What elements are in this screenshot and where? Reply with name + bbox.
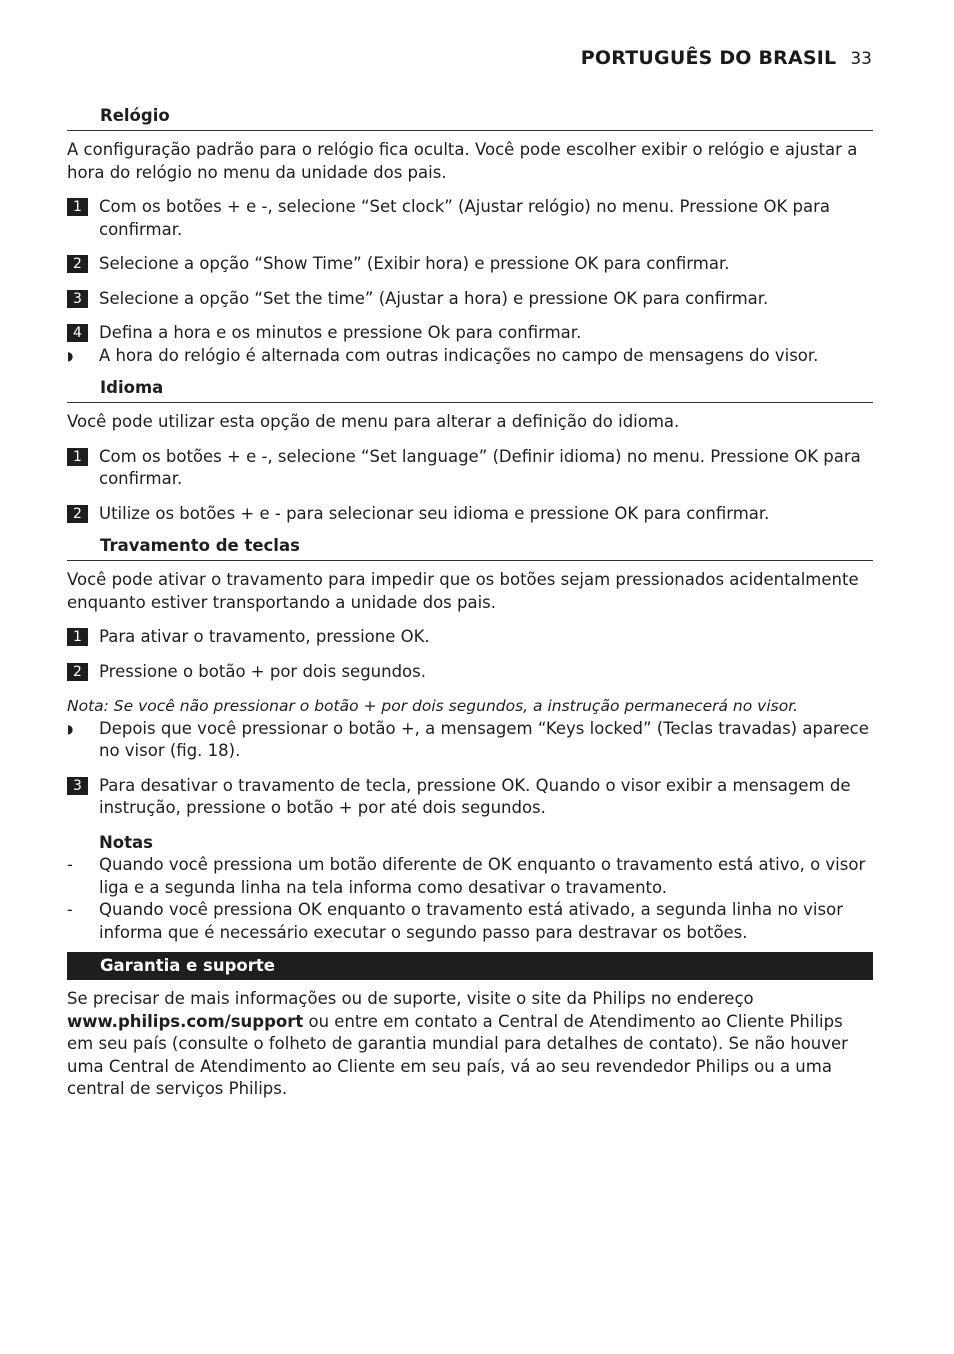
travamento-intro: Você pode ativar o travamento para impedir que os botões sejam pressionados acidentalmente enquanto estiver transportando a unidade dos pais. <box>67 570 859 612</box>
notes-heading: Notas <box>99 832 153 852</box>
garantia-text <box>67 988 873 1101</box>
idioma-step-1 <box>67 446 873 491</box>
step-text: Pressione o botão + por dois segundos. <box>99 661 426 681</box>
step-number: 2 <box>67 663 88 681</box>
step-text: Utilize os botões + e - para selecionar seu idioma e pressione OK para confirmar. <box>99 503 770 523</box>
step-text: Para ativar o travamento, pressione OK. <box>99 627 430 646</box>
travamento-step-2 <box>67 661 873 684</box>
step-text: Selecione a opção “Set the time” (Ajustar a hora) e pressione OK para confirmar. <box>99 288 769 308</box>
step-text: Com os botões + e -, selecione “Set clock” (Ajustar relógio) no menu. Pressione OK para confirmar. <box>99 197 831 239</box>
page-content <box>67 105 873 1101</box>
travamento-note: Nota: Se você não pressionar o botão + por dois segundos, a instrução permanecerá no visor. <box>67 697 799 715</box>
idioma-intro: Você pode utilizar esta opção de menu para alterar a definição do idioma. <box>67 412 680 431</box>
step-number: 3 <box>67 290 88 308</box>
relogio-step-1 <box>67 196 873 241</box>
travamento-result <box>67 718 873 763</box>
step-text: Para desativar o travamento de tecla, pressione OK. Quando o visor exibir a mensagem de instrução, pressione o botão + por até dois segundos. <box>99 775 851 817</box>
relogio-step-2 <box>67 253 873 276</box>
garantia-text-before: Se precisar de mais informações ou de suporte, visite o site da Philips no endereço <box>67 989 754 1008</box>
dash-bullet: - <box>67 855 73 874</box>
section-title-relogio: Relógio <box>67 105 873 131</box>
step-text: Defina a hora e os minutos e pressione Ok para confirmar. <box>99 323 582 342</box>
dash-bullet: - <box>67 900 73 919</box>
result-text: A hora do relógio é alternada com outras indicações no campo de mensagens do visor. <box>99 345 819 365</box>
step-number: 3 <box>67 777 88 795</box>
relogio-result <box>67 345 873 368</box>
note-text: Quando você pressiona OK enquanto o travamento está ativado, a segunda linha no visor informa que é necessário executar o segundo passo para destravar os botões. <box>99 900 843 942</box>
section-title-idioma: Idioma <box>67 377 873 403</box>
travamento-step-1 <box>67 626 873 649</box>
step-number: 2 <box>67 255 88 273</box>
section-banner-garantia: Garantia e suporte <box>67 952 873 980</box>
relogio-step-4 <box>67 322 873 345</box>
relogio-step-3 <box>67 288 873 311</box>
language-heading: PORTUGUÊS DO BRASIL <box>580 47 837 69</box>
travamento-step-3 <box>67 775 873 820</box>
note-item-1 <box>67 854 873 899</box>
result-text: Depois que você pressionar o botão +, a mensagem “Keys locked” (Teclas travadas) aparece no visor (fig. 18). <box>99 718 869 760</box>
garantia-text-after: ou entre em contato a Central de Atendimento ao Cliente Philips em seu país (consulte o folheto de garantia mundial para detalhes de contato). Se não houver uma Central de Atendimento ao Cliente em seu país, vá ao seu revendedor Philips ou a uma central de serviços Philips. <box>67 1011 848 1098</box>
note-item-2 <box>67 899 873 944</box>
step-number: 1 <box>67 448 88 466</box>
step-number: 2 <box>67 505 88 523</box>
page-header <box>581 47 872 69</box>
step-text: Com os botões + e -, selecione “Set language” (Definir idioma) no menu. Pressione OK para confirmar. <box>99 446 861 488</box>
result-arrow-icon: ◗ <box>67 348 74 363</box>
page-number: 33 <box>850 49 872 69</box>
step-number: 1 <box>67 628 88 646</box>
support-link[interactable]: www.philips.com/support <box>67 1011 304 1031</box>
idioma-step-2 <box>67 503 873 526</box>
relogio-intro: A configuração padrão para o relógio fica oculta. Você pode escolher exibir o relógio e ajustar a hora do relógio no menu da unidade dos pais. <box>67 140 858 182</box>
step-number: 4 <box>67 324 88 342</box>
step-number: 1 <box>67 198 88 216</box>
note-text: Quando você pressiona um botão diferente de OK enquanto o travamento está ativo, o visor liga e a segunda linha na tela informa como desativar o travamento. <box>99 855 866 897</box>
step-text: Selecione a opção “Show Time” (Exibir hora) e pressione OK para confirmar. <box>99 254 730 273</box>
section-title-travamento: Travamento de teclas <box>67 535 873 561</box>
result-arrow-icon: ◗ <box>67 721 74 736</box>
